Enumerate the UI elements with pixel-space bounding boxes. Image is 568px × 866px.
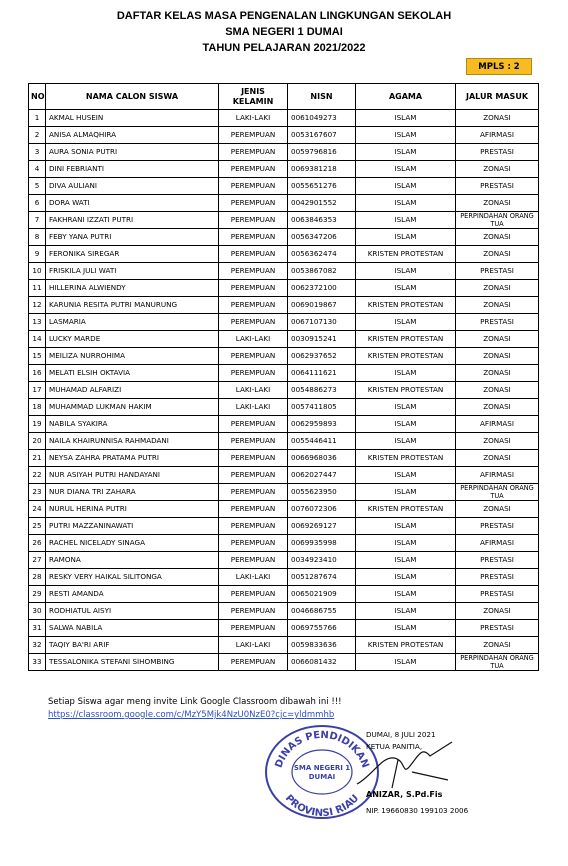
row-no: 3	[29, 144, 46, 161]
table-row	[29, 586, 539, 603]
row-no: 33	[29, 654, 46, 671]
row-gender: PEREMPUAN	[219, 484, 288, 501]
row-path: AFIRMASI	[456, 127, 539, 144]
row-religion: ISLAM	[356, 603, 456, 620]
row-nisn: 0066968036	[288, 450, 356, 467]
row-name: FRISKILA JULI WATI	[46, 263, 219, 280]
table-row	[29, 416, 539, 433]
row-nisn: 0069381218	[288, 161, 356, 178]
row-name: TESSALONIKA STEFANI SIHOMBING	[46, 654, 219, 671]
row-religion: ISLAM	[356, 467, 456, 484]
row-religion: ISLAM	[356, 212, 456, 229]
row-gender: LAKI-LAKI	[219, 569, 288, 586]
row-religion: ISLAM	[356, 416, 456, 433]
row-religion: ISLAM	[356, 535, 456, 552]
row-name: MELATI ELSIH OKTAVIA	[46, 365, 219, 382]
table-row	[29, 348, 539, 365]
row-path: ZONASI	[456, 450, 539, 467]
row-religion: ISLAM	[356, 263, 456, 280]
row-nisn: 0034923410	[288, 552, 356, 569]
row-gender: PEREMPUAN	[219, 450, 288, 467]
row-nisn: 0053867082	[288, 263, 356, 280]
row-gender: PEREMPUAN	[219, 127, 288, 144]
row-path: PRESTASI	[456, 620, 539, 637]
row-gender: PEREMPUAN	[219, 467, 288, 484]
row-name: LASMARIA	[46, 314, 219, 331]
row-path: ZONASI	[456, 331, 539, 348]
row-religion: ISLAM	[356, 314, 456, 331]
row-path: ZONASI	[456, 382, 539, 399]
row-name: FEBY YANA PUTRI	[46, 229, 219, 246]
row-no: 9	[29, 246, 46, 263]
row-name: NUR DIANA TRI ZAHARA	[46, 484, 219, 501]
row-path: ZONASI	[456, 603, 539, 620]
row-gender: PEREMPUAN	[219, 212, 288, 229]
row-path: ZONASI	[456, 433, 539, 450]
row-religion: ISLAM	[356, 127, 456, 144]
row-nisn: 0055651276	[288, 178, 356, 195]
row-nisn: 0056347206	[288, 229, 356, 246]
row-religion: ISLAM	[356, 569, 456, 586]
row-gender: PEREMPUAN	[219, 416, 288, 433]
row-name: ANISA ALMAQHIRA	[46, 127, 219, 144]
row-religion: ISLAM	[356, 365, 456, 382]
row-religion: ISLAM	[356, 280, 456, 297]
row-no: 12	[29, 297, 46, 314]
row-gender: LAKI-LAKI	[219, 110, 288, 127]
table-row	[29, 263, 539, 280]
row-path: PERPINDAHAN ORANG TUA	[456, 484, 539, 501]
row-no: 24	[29, 501, 46, 518]
row-no: 10	[29, 263, 46, 280]
row-nisn: 0064111621	[288, 365, 356, 382]
row-path: AFIRMASI	[456, 535, 539, 552]
row-nisn: 0063846353	[288, 212, 356, 229]
row-path: ZONASI	[456, 637, 539, 654]
row-nisn: 0061049273	[288, 110, 356, 127]
table-row	[29, 161, 539, 178]
row-no: 15	[29, 348, 46, 365]
row-gender: PEREMPUAN	[219, 365, 288, 382]
table-row	[29, 654, 539, 671]
row-no: 17	[29, 382, 46, 399]
row-gender: LAKI-LAKI	[219, 382, 288, 399]
row-nisn: 0069269127	[288, 518, 356, 535]
table-row	[29, 620, 539, 637]
row-path: ZONASI	[456, 365, 539, 382]
row-nisn: 0069755766	[288, 620, 356, 637]
row-no: 27	[29, 552, 46, 569]
row-path: ZONASI	[456, 297, 539, 314]
row-religion: KRISTEN PROTESTAN	[356, 501, 456, 518]
row-no: 8	[29, 229, 46, 246]
row-gender: PEREMPUAN	[219, 178, 288, 195]
row-gender: PEREMPUAN	[219, 263, 288, 280]
row-path: PRESTASI	[456, 569, 539, 586]
row-no: 28	[29, 569, 46, 586]
row-gender: PEREMPUAN	[219, 348, 288, 365]
row-nisn: 0055623950	[288, 484, 356, 501]
table-row	[29, 297, 539, 314]
row-no: 16	[29, 365, 46, 382]
row-no: 22	[29, 467, 46, 484]
signature-name: ANIZAR, S.Pd.Fis	[366, 790, 443, 799]
row-name: PUTRI MAZZANINAWATI	[46, 518, 219, 535]
row-religion: KRISTEN PROTESTAN	[356, 382, 456, 399]
row-gender: PEREMPUAN	[219, 161, 288, 178]
row-name: SALWA NABILA	[46, 620, 219, 637]
row-nisn: 0055446411	[288, 433, 356, 450]
row-path: ZONASI	[456, 195, 539, 212]
table-row	[29, 110, 539, 127]
row-path: AFIRMASI	[456, 467, 539, 484]
row-religion: KRISTEN PROTESTAN	[356, 331, 456, 348]
row-no: 21	[29, 450, 46, 467]
row-name: MEILIZA NURROHIMA	[46, 348, 219, 365]
row-religion: ISLAM	[356, 161, 456, 178]
row-religion: KRISTEN PROTESTAN	[356, 246, 456, 263]
row-religion: ISLAM	[356, 178, 456, 195]
row-nisn: 0059796816	[288, 144, 356, 161]
table-row	[29, 246, 539, 263]
row-gender: PEREMPUAN	[219, 535, 288, 552]
table-row	[29, 229, 539, 246]
row-no: 19	[29, 416, 46, 433]
row-no: 30	[29, 603, 46, 620]
row-gender: PEREMPUAN	[219, 518, 288, 535]
row-gender: PEREMPUAN	[219, 297, 288, 314]
row-gender: PEREMPUAN	[219, 552, 288, 569]
row-name: HILLERINA ALWIENDY	[46, 280, 219, 297]
row-gender: LAKI-LAKI	[219, 399, 288, 416]
table-row	[29, 144, 539, 161]
row-religion: ISLAM	[356, 484, 456, 501]
row-path: ZONASI	[456, 501, 539, 518]
row-no: 26	[29, 535, 46, 552]
row-nisn: 0067107130	[288, 314, 356, 331]
table-row	[29, 331, 539, 348]
row-path: ZONASI	[456, 229, 539, 246]
row-no: 2	[29, 127, 46, 144]
col-header-nisn: NISN	[288, 84, 356, 110]
stamp-inner-line2: DUMAI	[308, 773, 336, 781]
col-header-name: NAMA CALON SISWA	[46, 84, 219, 110]
table-row	[29, 484, 539, 501]
col-header-gender: JENIS KELAMIN	[219, 84, 288, 110]
row-gender: PEREMPUAN	[219, 314, 288, 331]
table-row	[29, 382, 539, 399]
signature-nip: NIP. 19660830 199103 2006	[366, 806, 469, 815]
row-religion: ISLAM	[356, 518, 456, 535]
student-table	[28, 83, 539, 671]
row-nisn: 0069019867	[288, 297, 356, 314]
table-header-row	[29, 84, 539, 110]
row-religion: ISLAM	[356, 399, 456, 416]
row-nisn: 0054886273	[288, 382, 356, 399]
row-path: ZONASI	[456, 399, 539, 416]
row-nisn: 0051287674	[288, 569, 356, 586]
row-name: FERONIKA SIREGAR	[46, 246, 219, 263]
row-gender: LAKI-LAKI	[219, 637, 288, 654]
row-gender: PEREMPUAN	[219, 246, 288, 263]
stamp-top-text: DINAS PENDIDIKAN	[273, 729, 371, 770]
row-path: ZONASI	[456, 161, 539, 178]
row-nisn: 0059833636	[288, 637, 356, 654]
row-nisn: 0076072306	[288, 501, 356, 518]
row-religion: ISLAM	[356, 195, 456, 212]
table-row	[29, 603, 539, 620]
row-religion: ISLAM	[356, 433, 456, 450]
table-row	[29, 399, 539, 416]
row-path: AFIRMASI	[456, 416, 539, 433]
mpls-badge: MPLS : 2	[466, 58, 532, 75]
row-name: AKMAL HUSEIN	[46, 110, 219, 127]
row-name: NUR ASIYAH PUTRI HANDAYANI	[46, 467, 219, 484]
row-name: LUCKY MARDE	[46, 331, 219, 348]
row-nisn: 0065021909	[288, 586, 356, 603]
row-no: 23	[29, 484, 46, 501]
row-path: PRESTASI	[456, 144, 539, 161]
row-path: ZONASI	[456, 246, 539, 263]
row-nisn: 0069935998	[288, 535, 356, 552]
row-religion: KRISTEN PROTESTAN	[356, 297, 456, 314]
row-gender: PEREMPUAN	[219, 586, 288, 603]
row-religion: KRISTEN PROTESTAN	[356, 450, 456, 467]
stamp-bottom-text: PROVINSI RIAU	[282, 792, 362, 820]
signature-role: KETUA PANITIA,	[366, 742, 423, 751]
row-nisn: 0062959893	[288, 416, 356, 433]
row-religion: ISLAM	[356, 654, 456, 671]
table-row	[29, 365, 539, 382]
svg-text:PROVINSI RIAU	[283, 793, 361, 819]
title-line-2: SMA NEGERI 1 DUMAI	[225, 26, 343, 38]
row-no: 25	[29, 518, 46, 535]
row-no: 11	[29, 280, 46, 297]
table-row	[29, 212, 539, 229]
table-row	[29, 501, 539, 518]
row-name: MUHAMAD ALFARIZI	[46, 382, 219, 399]
row-gender: PEREMPUAN	[219, 280, 288, 297]
row-path: PRESTASI	[456, 263, 539, 280]
row-name: RACHEL NICELADY SINAGA	[46, 535, 219, 552]
row-gender: PEREMPUAN	[219, 501, 288, 518]
row-nisn: 0042901552	[288, 195, 356, 212]
row-path: PERPINDAHAN ORANG TUA	[456, 654, 539, 671]
table-row	[29, 127, 539, 144]
row-no: 14	[29, 331, 46, 348]
row-name: TAQIY BA'RI ARIF	[46, 637, 219, 654]
row-path: PRESTASI	[456, 518, 539, 535]
row-nisn: 0057411805	[288, 399, 356, 416]
row-no: 1	[29, 110, 46, 127]
classroom-link[interactable]: https://classroom.google.com/c/MzY5Mjk4NzU0NzE0?cjc=yldmmhb	[48, 710, 335, 720]
row-name: FAKHRANI IZZATI PUTRI	[46, 212, 219, 229]
title-line-3: TAHUN PELAJARAN 2021/2022	[202, 42, 366, 54]
row-no: 31	[29, 620, 46, 637]
row-name: NURUL HERINA PUTRI	[46, 501, 219, 518]
row-nisn: 0030915241	[288, 331, 356, 348]
table-row	[29, 314, 539, 331]
row-name: MUHAMMAD LUKMAN HAKIM	[46, 399, 219, 416]
row-name: NAILA KHAIRUNNISA RAHMADANI	[46, 433, 219, 450]
row-nisn: 0062027447	[288, 467, 356, 484]
row-no: 29	[29, 586, 46, 603]
table-row	[29, 467, 539, 484]
table-row	[29, 450, 539, 467]
row-path: PRESTASI	[456, 552, 539, 569]
classroom-note: Setiap Siswa agar meng invite Link Google Classroom dibawah ini !!!	[48, 697, 342, 707]
table-row	[29, 535, 539, 552]
row-religion: KRISTEN PROTESTAN	[356, 348, 456, 365]
row-nisn: 0053167607	[288, 127, 356, 144]
row-path: ZONASI	[456, 348, 539, 365]
row-gender: PEREMPUAN	[219, 144, 288, 161]
row-religion: ISLAM	[356, 110, 456, 127]
row-nisn: 0062372100	[288, 280, 356, 297]
table-row	[29, 552, 539, 569]
row-name: KARUNIA RESITA PUTRI MANURUNG	[46, 297, 219, 314]
row-no: 4	[29, 161, 46, 178]
row-name: RODHIATUL AISYI	[46, 603, 219, 620]
table-row	[29, 280, 539, 297]
row-gender: PEREMPUAN	[219, 229, 288, 246]
row-religion: ISLAM	[356, 586, 456, 603]
col-header-religion: AGAMA	[356, 84, 456, 110]
title-line-1: DAFTAR KELAS MASA PENGENALAN LINGKUNGAN SEKOLAH	[116, 10, 452, 22]
row-gender: PEREMPUAN	[219, 433, 288, 450]
row-name: DINI FEBRIANTI	[46, 161, 219, 178]
row-path: ZONASI	[456, 110, 539, 127]
row-nisn: 0062937652	[288, 348, 356, 365]
row-nisn: 0066081432	[288, 654, 356, 671]
row-name: RESKY VERY HAIKAL SILITONGA	[46, 569, 219, 586]
signature-place-date: DUMAI, 8 JULI 2021	[366, 730, 436, 739]
row-path: ZONASI	[456, 280, 539, 297]
table-row	[29, 637, 539, 654]
col-header-path: JALUR MASUK	[456, 84, 539, 110]
row-religion: ISLAM	[356, 144, 456, 161]
row-name: AURA SONIA PUTRI	[46, 144, 219, 161]
stamp-inner-line1: SMA NEGERI 1	[293, 764, 351, 772]
row-name: DIVA AULIANI	[46, 178, 219, 195]
table-row	[29, 178, 539, 195]
row-path: PRESTASI	[456, 178, 539, 195]
row-path: PRESTASI	[456, 586, 539, 603]
row-path: PRESTASI	[456, 314, 539, 331]
row-religion: ISLAM	[356, 620, 456, 637]
row-no: 5	[29, 178, 46, 195]
row-no: 7	[29, 212, 46, 229]
row-name: NABILA SYAKIRA	[46, 416, 219, 433]
row-nisn: 0056362474	[288, 246, 356, 263]
row-religion: ISLAM	[356, 229, 456, 246]
table-row	[29, 433, 539, 450]
row-no: 13	[29, 314, 46, 331]
row-no: 20	[29, 433, 46, 450]
table-row	[29, 195, 539, 212]
table-row	[29, 569, 539, 586]
row-gender: PEREMPUAN	[219, 654, 288, 671]
row-name: RESTI AMANDA	[46, 586, 219, 603]
row-path: PERPINDAHAN ORANG TUA	[456, 212, 539, 229]
row-name: NEYSA ZAHRA PRATAMA PUTRI	[46, 450, 219, 467]
row-religion: KRISTEN PROTESTAN	[356, 637, 456, 654]
row-nisn: 0046686755	[288, 603, 356, 620]
row-no: 18	[29, 399, 46, 416]
row-gender: PEREMPUAN	[219, 195, 288, 212]
row-no: 32	[29, 637, 46, 654]
row-religion: ISLAM	[356, 552, 456, 569]
row-no: 6	[29, 195, 46, 212]
table-row	[29, 518, 539, 535]
row-gender: PEREMPUAN	[219, 620, 288, 637]
row-name: DORA WATI	[46, 195, 219, 212]
row-gender: LAKI-LAKI	[219, 331, 288, 348]
row-name: RAMONA	[46, 552, 219, 569]
col-header-no: NO	[29, 84, 46, 110]
row-gender: PEREMPUAN	[219, 603, 288, 620]
